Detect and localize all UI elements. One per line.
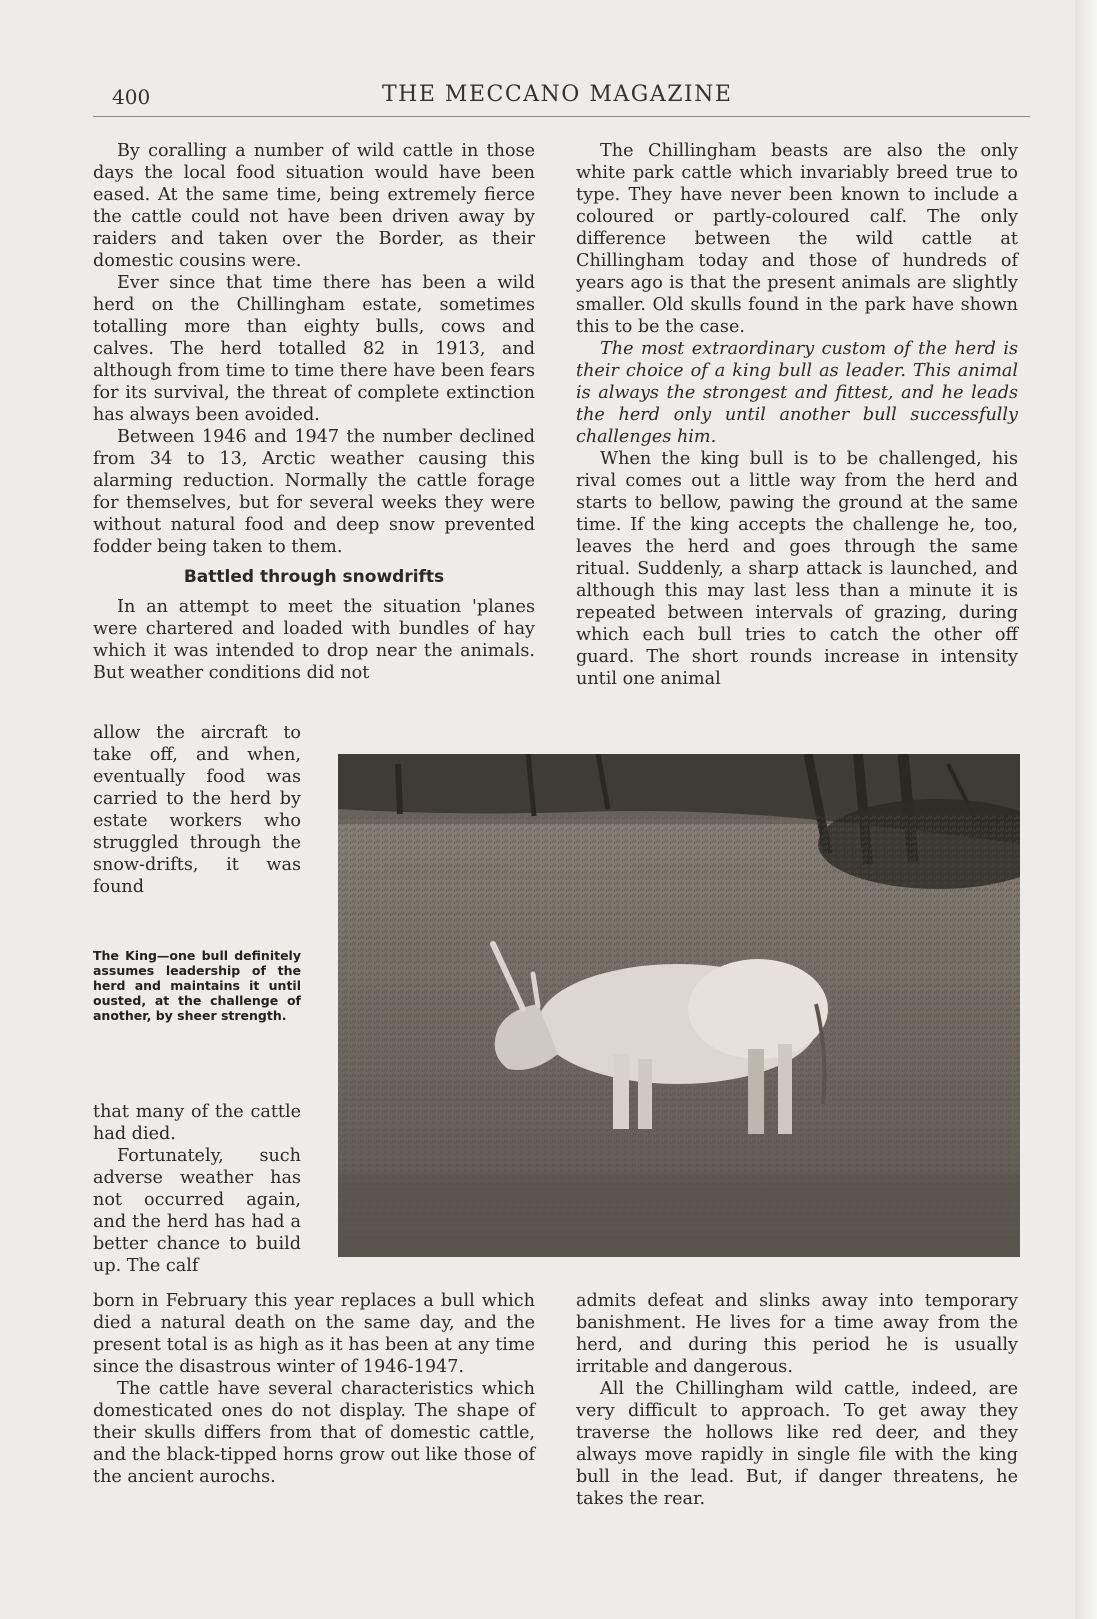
paragraph: The Chillingham beasts are also the only white park cattle which invariably breed true to type. They have never been known to include a coloured or partly-coloured calf. The only difference between the wild cattle at Chillingham today and those of hundreds of years ago is that the present animals are slightly smaller. Old skulls found in the park have shown this to be the case. (576, 141, 1018, 337)
right-column-bottom (576, 1290, 1018, 1510)
paragraph: that many of the cattle had died. (93, 1102, 301, 1144)
photo-caption: The King—one bull definitely assumes leadership of the herd and maintains it until ousted, at the challenge of another, by sheer strength. (93, 948, 301, 1023)
paragraph: The cattle have several characteristics which domesticated ones do not display. The shape of their skulls differs from that of domestic cattle, and the black-tipped horns grow out like those of the ancient aurochs. (93, 1379, 535, 1487)
paragraph: Ever since that time there has been a wild herd on the Chillingham estate, sometimes totalling more than eighty bulls, cows and calves. The herd totalled 82 in 1913, and although from time to time there have been fears for its survival, the threat of complete extinction has always been avoided. (93, 273, 535, 425)
page-edge (1075, 0, 1097, 1619)
paragraph-continuation: allow the aircraft to take off, and when, eventually food was carried to the herd by estate workers who struggled through the snow-drifts, it was found (93, 723, 301, 897)
paragraph: In an attempt to meet the situation 'planes were chartered and loaded with bundles of hay which it was intended to drop near the animals. But weather conditions did not (93, 597, 535, 683)
left-column (93, 140, 535, 684)
italic-paragraph: The most extraordinary custom of the herd is their choice of a king bull as leader. This animal is always the strongest and fittest, and he leads the herd only until another bull successfully challenges him. (576, 339, 1018, 447)
narrow-column-bottom (93, 1101, 301, 1277)
header-rule (93, 116, 1030, 117)
page-header (112, 80, 1032, 116)
paragraph: By coralling a number of wild cattle in those days the local food situation would have been eased. At the same time, being extremely fierce the cattle could not have been driven away by raiders and taken over the Border, as their domestic cousins were. (93, 141, 535, 271)
subheading: Battled through snowdrifts (183, 567, 445, 587)
paragraph-continuation: admits defeat and slinks away into temporary banishment. He lives for a time away from the herd, and during this period he is usually irritable and dangerous. (576, 1291, 1018, 1377)
paragraph: All the Chillingham wild cattle, indeed, are very difficult to approach. To get away they traverse the hollows like red deer, and they always move rapidly in single file with the king bull in the lead. But, if danger threatens, he takes the rear. (576, 1379, 1018, 1509)
paragraph: When the king bull is to be challenged, his rival comes out a little way from the herd and starts to bellow, pawing the ground at the same time. If the king accepts the challenge he, too, leaves the herd and goes through the same ritual. Suddenly, a sharp attack is launched, and although this may last less than a minute it is repeated between intervals of grazing, during which each bull tries to catch the other off guard. The short rounds increase in intensity until one animal (576, 449, 1018, 689)
bull-photo-illustration (338, 754, 1020, 1257)
paragraph: Fortunately, such adverse weather has not occurred again, and the herd has had a better chance to build up. The calf (93, 1146, 301, 1276)
right-column (576, 140, 1018, 690)
narrow-column-top (93, 722, 301, 898)
paragraph: Between 1946 and 1947 the number declined from 34 to 13, Arctic weather causing this alarming reduction. Normally the cattle forage for themselves, but for several weeks they were without natural food and deep snow prevented fodder being taken to them. (93, 427, 535, 557)
paragraph-continuation: born in February this year replaces a bull which died a natural death on the same day, and the present total is as high as it has been at any time since the disastrous winter of 1946-1947. (93, 1291, 535, 1377)
bull-photograph (338, 754, 1020, 1257)
page-number: 400 (112, 85, 151, 109)
running-title: THE MECCANO MAGAZINE (382, 82, 733, 107)
left-column-bottom (93, 1290, 535, 1488)
